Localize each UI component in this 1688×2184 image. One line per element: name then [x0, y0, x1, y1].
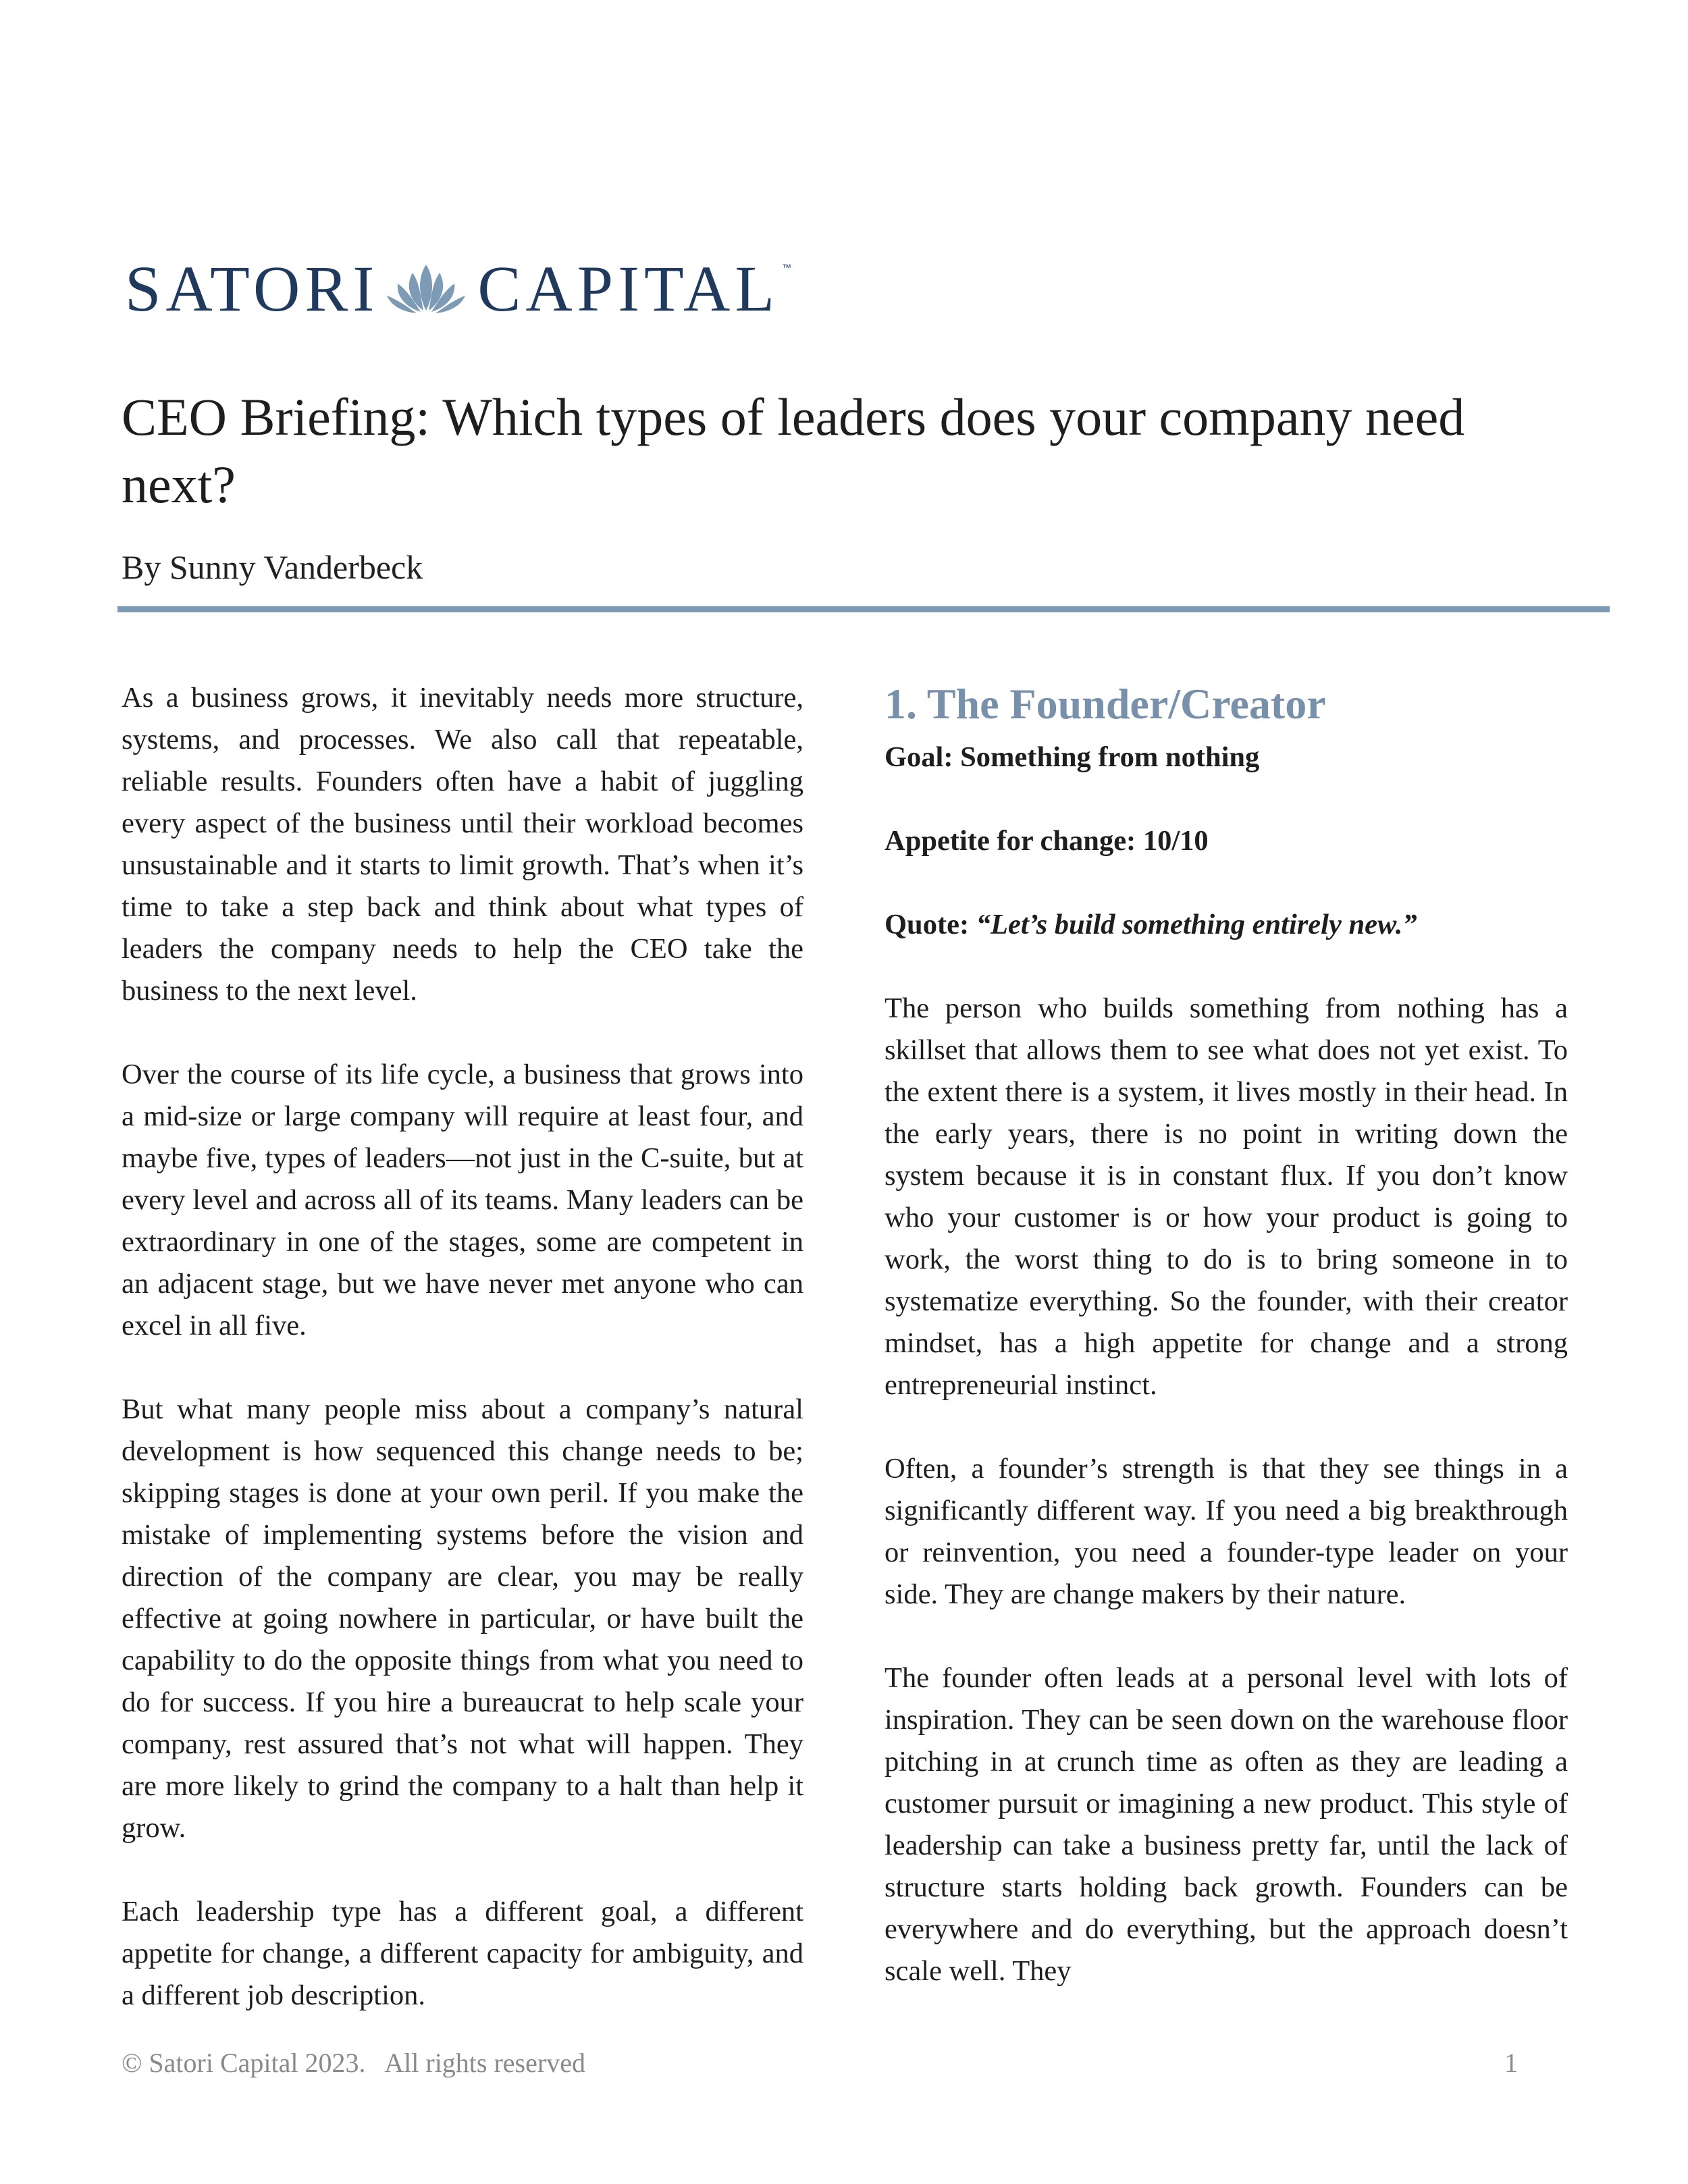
leader-profile: [885, 737, 1568, 946]
logo-word-left: SATORI: [125, 252, 379, 325]
body-paragraph: The founder often leads at a personal level with lots of inspiration. They can be seen down on the warehouse floor pitching in at crunch time as often as they are leading a customer pursuit or imagining a new product. This style of leadership can take a business pretty far, until the lack of structure starts holding back growth. Founders can be everywhere and do everything, but the approach doesn’t scale well. They: [885, 1662, 1568, 1987]
body-paragraph: But what many people miss about a company’s natural development is how sequenced this change needs to be; skipping stages is done at your own peril. If you make the mistake of implementing systems before the vision and direction of the company are clear, you may be really effective at going nowhere in particular, or have built the capability to do the opposite things from what you need to do for success. If you hire a bureaucrat to help scale your company, rest assured that’s not what will happen. They are more likely to grind the company to a halt than help it grow.: [122, 1393, 803, 1844]
body-paragraph: Over the course of its life cycle, a business that grows into a mid-size or large company will require at least four, and maybe five, types of leaders—not just in the C-suite, but at every level and across all of its teams. Many leaders can be extraordinary in one of the stages, some are competent in an adjacent stage, but we have never met anyone who can excel in all five.: [122, 1059, 803, 1341]
footer-copyright: © Satori Capital 2023. All rights reserved: [122, 2048, 585, 2078]
body-paragraph: Often, a founder’s strength is that they see things in a significantly different way. If you need a big breakthrough or reinvention, you need a founder-type leader on your side. They are change makers by their nature.: [885, 1453, 1568, 1610]
company-logo: [125, 252, 791, 325]
byline: By Sunny Vanderbeck: [122, 548, 423, 586]
logo-word-right: CAPITAL: [477, 252, 779, 325]
section-heading: 1. The Founder/Creator: [885, 680, 1326, 728]
page-number: 1: [1504, 2048, 1518, 2078]
body-paragraph: The person who builds something from nothing has a skillset that allows them to see what does not yet exist. To the extent there is a system, it lives mostly in their head. In the early years, there is no point in writing down the system because it is in constant flux. If you don’t know who your customer is or how your product is going to work, the worst thing to do is to bring someone in to systematize everything. So the founder, with their creator mindset, has a high appetite for change and a strong entrepreneurial instinct.: [885, 992, 1568, 1401]
page-title: CEO Briefing: Which types of leaders does your company need next?: [122, 388, 1465, 514]
appetite-line: Appetite for change: 10/10: [885, 825, 1209, 857]
right-column: [885, 677, 1568, 2034]
body-paragraph: As a business grows, it inevitably needs more structure, systems, and processes. We also call that repeatable, reliable results. Founders often have a habit of juggling every aspect of the business until their workload becomes unsustainable and it starts to limit growth. That’s when it’s time to take a step back and think about what types of leaders the company needs to help the CEO take the business to the next level.: [122, 682, 803, 1007]
quote-line: [885, 904, 1568, 946]
quote-text: “Let’s build something entirely new.”: [976, 909, 1417, 940]
goal-line: Goal: Something from nothing: [885, 741, 1260, 773]
trademark-mark: ™: [781, 262, 791, 273]
quote-label: Quote:: [885, 909, 976, 940]
header-divider: [117, 606, 1610, 612]
lotus-icon: [386, 261, 467, 317]
body-paragraph: Each leadership type has a different goal, a different appetite for change, a different capacity for ambiguity, and a different job description.: [122, 1896, 803, 2011]
left-column: [122, 677, 803, 2058]
